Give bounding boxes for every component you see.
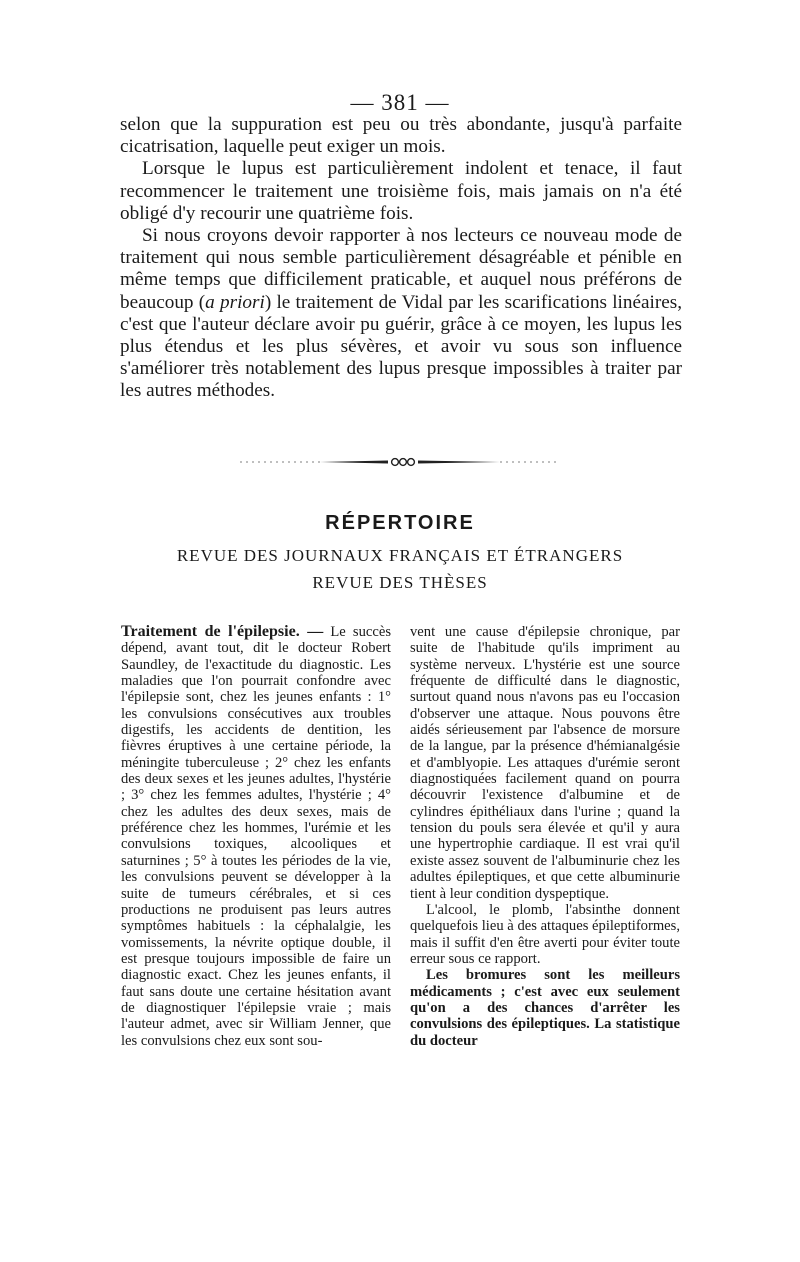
paragraph: L'alcool, le plomb, l'absinthe donnent quelquefois lieu à des attaques épileptiformes, mais il suffit d'en être averti pour éviter toute erreur sous ce rapport. (410, 901, 680, 967)
paragraph: selon que la suppuration est peu ou très abondante, jusqu'à parfaite cicatrisation, laquelle peut exiger un mois. (120, 114, 682, 158)
left-column (121, 624, 391, 1049)
paragraph: Lorsque le lupus est particulièrement indolent et tenace, il faut recommencer le traitement une troisième fois, mais jamais on n'a été obligé d'y recourir une quatrième fois. (120, 158, 682, 224)
paragraph (120, 225, 682, 403)
continued-article-text (120, 114, 682, 403)
paragraph: vent une cause d'épilepsie chronique, par suite de l'habitude qu'ils impriment au système nerveux. L'hystérie est une source fréquente de difficulté dans le diagnostic, surtout quand nous n'avons pas eu l'occasion d'observer une attaque. Nous pouvons être aidés sérieusement par l'absence de morsure de la langue, par la présence d'hémianalgésie et d'amblyopie. Les attaques d'urémie seront diagnostiquées facilement quand on pourra découvrir l'existence d'albumine et de cylindres épithéliaux dans l'urine ; quand la tension du pouls sera élevée et qu'il y aura une hypertrophie cardiaque. Il est vrai qu'il existe assez souvent de l'albuminurie chez les adultes épileptiques, et que cette albuminurie tient à leur condition dyspeptique. (410, 624, 680, 902)
page-number: — 381 — (350, 90, 450, 115)
right-column (410, 624, 680, 1049)
paragraph-text: Le succès dépend, avant tout, dit le docteur Robert Saundley, de l'exactitude du diagnostic. Les maladies que l'on pourrait confondre avec l'épilepsie sont, chez les jeunes enfants : 1° les convulsions consécutives aux troubles digestifs, les accidents de dentition, les fièvres éruptives à une certaine période, la méningite tuberculeuse ; 2° chez les enfants des deux sexes et les jeunes adultes, l'hystérie ; 3° chez les femmes adultes, l'hystérie ; 4° chez les adultes des deux sexes, mais de préférence chez les hommes, l'urémie et les convulsions toxiques, alcooliques et saturnines ; 5° à toutes les périodes de la vie, les convulsions peuvent se développer à la suite de tumeurs cérébrales, et si ces productions ne produisent pas leurs autres symptômes habituels : la céphalalgie, les vomissements, la névrite optique double, il est presque toujours impossible de faire un diagnostic exact. Chez les jeunes enfants, il faut sans doute une certaine hésitation avant de diagnostiquer l'épilepsie vraie ; mais l'auteur admet, avec sir William Jenner, que les convulsions chez eux sont sou- (121, 624, 391, 1049)
paragraph-text: Si nous croyons devoir rapporter à nos lecteurs ce nouveau mode de traitement qui nous semble particulièrement désagréable et pénible en même temps que difficilement praticable, et auquel nous préférons de beaucoup ( (120, 225, 682, 313)
paragraph (121, 624, 391, 1049)
section-subtitle: REVUE DES JOURNAUX FRANÇAIS ET ÉTRANGERS (176, 546, 624, 565)
article-heading: Traitement de l'épilepsie. — (121, 623, 324, 640)
section-subtitle: REVUE DES THÈSES (312, 573, 488, 592)
paragraph-text: ) le traitement de Vidal par les scarifications linéaires, c'est que l'auteur déclare avoir pu guérir, grâce à ce moyen, les lupus les plus étendus et les plus sévères, et avoir vu sous son influence s'améliorer très notablement des lupus presque impossibles à traiter par les autres méthodes. (120, 291, 682, 402)
italic-phrase: a priori (205, 291, 265, 313)
ornamental-divider (230, 454, 570, 470)
paragraph: Les bromures sont les meilleurs médicaments ; c'est avec eux seulement qu'on a des chances d'arrêter les convulsions des épileptiques. La statistique du docteur (410, 967, 680, 1049)
section-title: RÉPERTOIRE (325, 512, 475, 534)
